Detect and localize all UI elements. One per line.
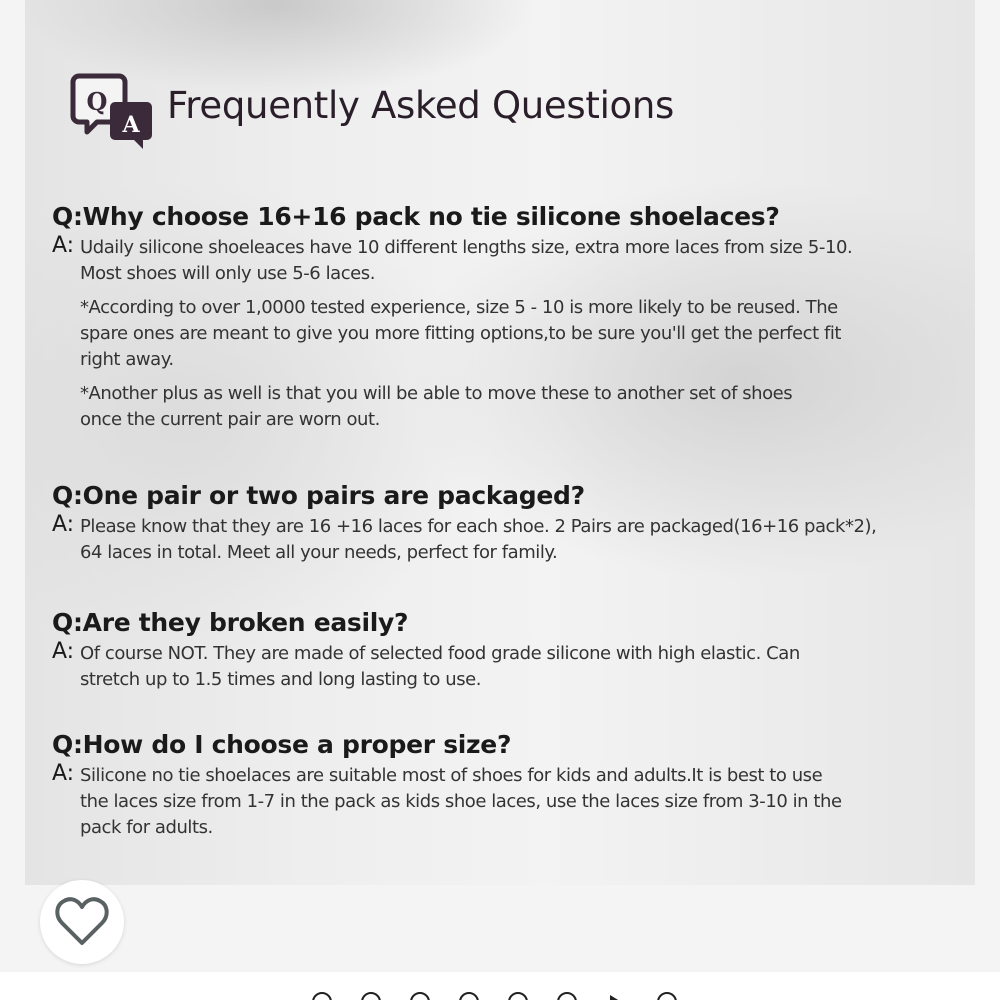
faq-answer	[52, 641, 967, 693]
answer-note-line: right away.	[80, 349, 174, 370]
answer-line: Most shoes will only use 5-6 laces.	[80, 263, 375, 284]
heart-outline-icon	[54, 896, 110, 948]
faq-answer	[52, 763, 967, 841]
answer-prefix: A:	[52, 761, 75, 786]
product-image-faq[interactable]	[25, 0, 975, 885]
faq-question: Q:How do I choose a proper size?	[52, 730, 512, 759]
faq-question: Q:One pair or two pairs are packaged?	[52, 481, 585, 510]
qa-speech-bubbles-icon	[69, 72, 155, 152]
answer-prefix: A:	[52, 639, 75, 664]
answer-prefix: A:	[52, 233, 75, 258]
logo-a-letter: A	[122, 112, 140, 138]
play-icon[interactable]	[610, 995, 623, 1000]
answer-prefix: A:	[52, 512, 75, 537]
logo-q-letter: Q	[86, 87, 108, 116]
answer-line: Silicone no tie shoelaces are suitable most of shoes for kids and adults.It is best to use	[80, 765, 823, 786]
answer-note-line: spare ones are meant to give you more fitting options,to be sure you'll get the perfect fit	[80, 323, 842, 344]
answer-line: the laces size from 1-7 in the pack as kids shoe laces, use the laces size from 3-10 in the	[80, 791, 842, 812]
answer-note-line: once the current pair are worn out.	[80, 409, 380, 430]
answer-line: pack for adults.	[80, 817, 213, 838]
faq-answer	[52, 514, 967, 566]
faq-item	[52, 200, 967, 433]
answer-note-line: *Another plus as well is that you will be able to move these to another set of shoes	[80, 383, 793, 404]
answer-line: Of course NOT. They are made of selected food grade silicone with high elastic. Can	[80, 643, 800, 664]
bottom-bar	[0, 972, 1000, 1000]
faq-title: Frequently Asked Questions	[167, 84, 675, 127]
faq-answer	[52, 235, 967, 433]
answer-line: 64 laces in total. Meet all your needs, perfect for family.	[80, 542, 558, 563]
faq-question: Q:Are they broken easily?	[52, 608, 409, 637]
answer-line: Udaily silicone shoeleaces have 10 different lengths size, extra more laces from size 5-10.	[80, 237, 853, 258]
favorite-button[interactable]	[40, 880, 124, 964]
faq-question: Q:Why choose 16+16 pack no tie silicone shoelaces?	[52, 202, 780, 231]
answer-note-line: *According to over 1,0000 tested experience, size 5 - 10 is more likely to be reused. The	[80, 297, 838, 318]
faq-item	[52, 728, 967, 841]
answer-line: Please know that they are 16 +16 laces for each shoe. 2 Pairs are packaged(16+16 pack*2),	[80, 516, 877, 537]
answer-line: stretch up to 1.5 times and long lasting to use.	[80, 669, 482, 690]
faq-item	[52, 606, 967, 693]
faq-item	[52, 479, 967, 566]
